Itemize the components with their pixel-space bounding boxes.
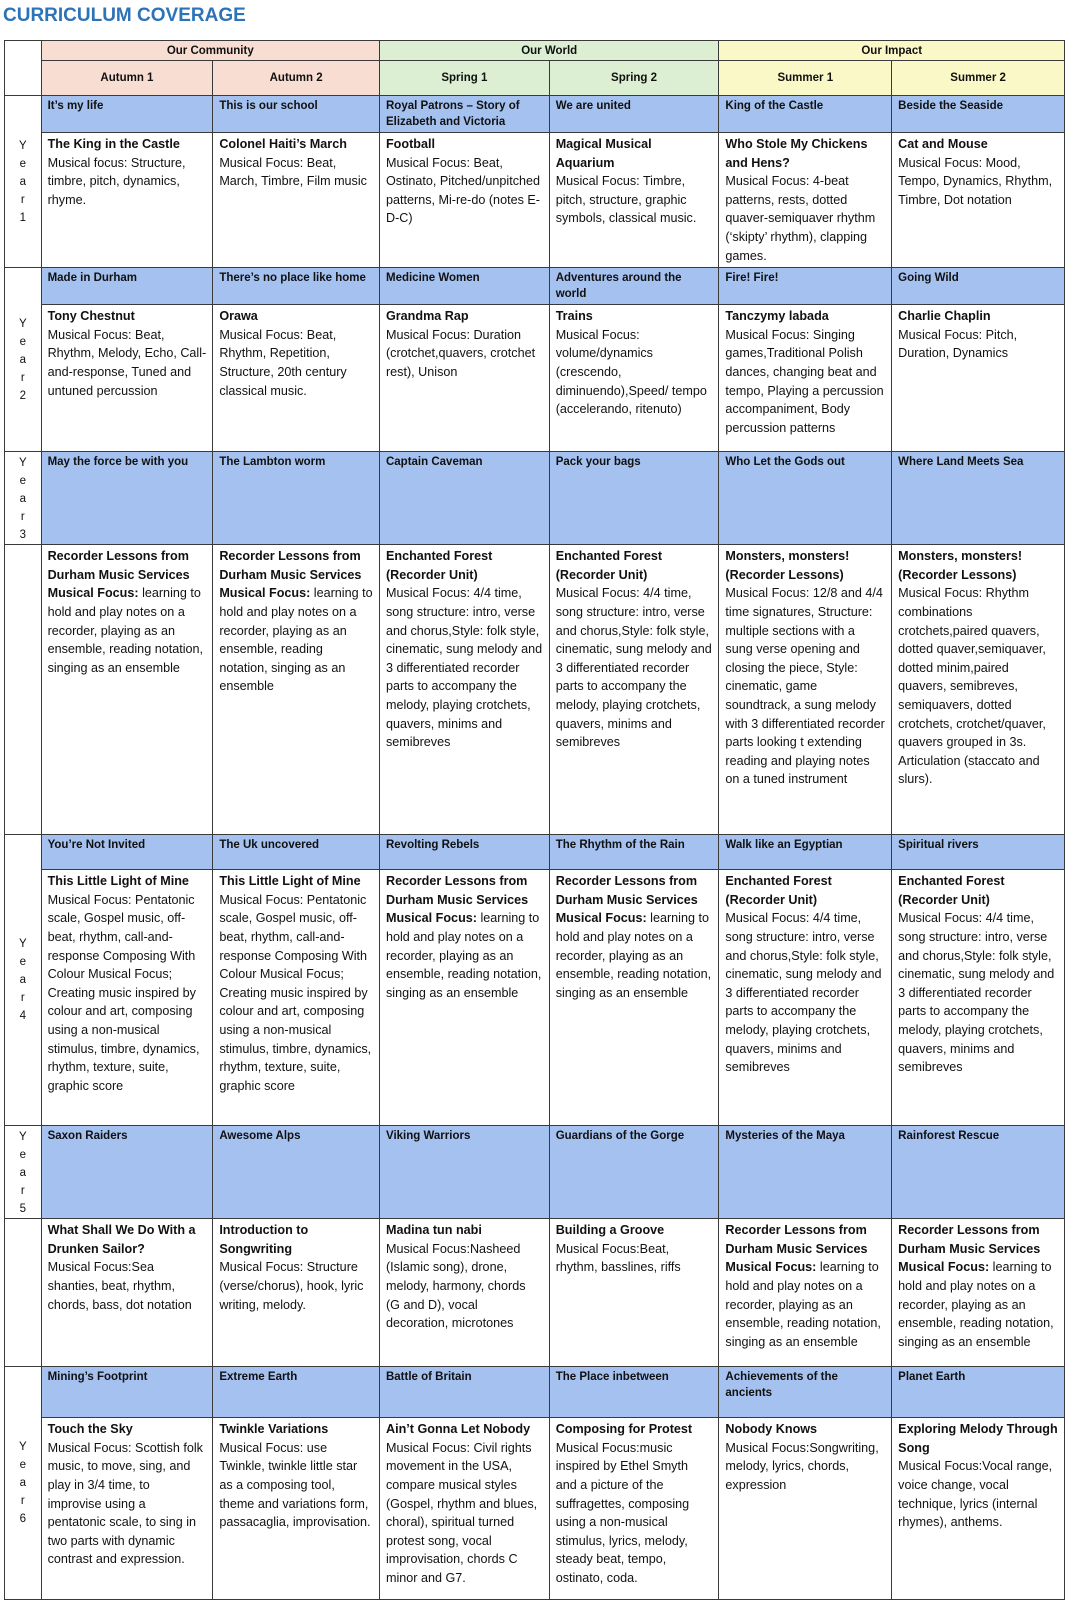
year-label: [5, 1126, 42, 1219]
unit-cell: [549, 305, 719, 452]
unit-focus: [219, 1439, 373, 1532]
unit-focus-text: learning to hold and play notes on a recorder, playing as an ensemble, reading notation, singing as an ensemble: [47, 586, 204, 675]
year-label-spacer: [5, 1219, 42, 1367]
unit-focus-text: Musical Focus: Structure (verse/chorus), hook, lyric writing, melody.: [219, 1260, 364, 1312]
unit-focus: [48, 891, 207, 1096]
unit-focus-text: Musical Focus: Beat, Rhythm, Melody, Echo, Call-and-response, Tuned and untuned percussion: [47, 327, 207, 398]
term-header-spring-2: Spring 2: [549, 61, 719, 96]
topic-row: [5, 1126, 1065, 1219]
unit-focus-text: Musical focus: Structure, timbre, pitch, dynamics, rhyme.: [47, 155, 186, 207]
unit-title: Enchanted Forest (Recorder Unit): [555, 549, 663, 582]
unit-focus: [898, 584, 1058, 789]
unit-cell: [549, 133, 719, 268]
unit-focus-text: Musical Focus:Beat, rhythm, basslines, riffs: [555, 1241, 681, 1275]
unit-cell: [719, 870, 892, 1126]
header-corner: [5, 41, 42, 96]
unit-focus-lead: Musical Focus:: [898, 1260, 990, 1275]
topic-cell: We are united: [549, 96, 719, 133]
unit-focus: [556, 172, 713, 228]
year-label: [5, 835, 42, 1126]
unit-focus: [725, 1258, 885, 1351]
unit-title: This Little Light of Mine: [219, 874, 361, 889]
topic-cell: Where Land Meets Sea: [892, 452, 1065, 545]
topic-row: [5, 268, 1065, 305]
term-header-autumn-1: Autumn 1: [41, 61, 213, 96]
unit-focus: [48, 1258, 207, 1314]
unit-focus: [219, 154, 373, 191]
topic-cell: Achievements of the ancients: [719, 1367, 892, 1418]
unit-row: [5, 870, 1065, 1126]
unit-row: [5, 305, 1065, 452]
unit-cell: [379, 870, 549, 1126]
unit-focus-text: Musical Focus:music inspired by Ethel Smyth and a picture of the suffragettes, composing using a non-musical stimulus, lyrics, melody, steady beat, tempo, ostinato, coda.: [555, 1440, 690, 1585]
unit-focus: [898, 909, 1058, 1076]
topic-cell: Walk like an Egyptian: [719, 835, 892, 870]
topic-cell: The Place inbetween: [549, 1367, 719, 1418]
topic-cell: Made in Durham: [41, 268, 213, 305]
unit-title: Enchanted Forest (Recorder Unit): [725, 874, 832, 907]
unit-focus-text: Musical Focus: Pitch, Duration, Dynamics: [898, 327, 1018, 361]
unit-focus: [48, 326, 207, 400]
unit-focus-text: Musical Focus: 4-beat patterns, rests, dotted quaver-semiquaver rhythm (‘skipty’ rhythm), clapping games.: [725, 174, 876, 263]
topic-cell: Mysteries of the Maya: [719, 1126, 892, 1219]
unit-title: Charlie Chaplin: [898, 309, 991, 324]
unit-focus-lead: Musical Focus:: [385, 911, 477, 926]
unit-focus: [898, 326, 1058, 363]
unit-title: Recorder Lessons from Durham Music Services: [385, 874, 529, 907]
unit-focus-text: Musical Focus:Vocal range, voice change, vocal technique, lyrics (internal rhymes), anthems.: [898, 1459, 1053, 1530]
term-header-autumn-2: Autumn 2: [213, 61, 380, 96]
curriculum-table: [4, 40, 1065, 1600]
year-label-text: Y e a r 1: [18, 139, 27, 224]
unit-cell: [41, 545, 213, 835]
unit-cell: [41, 870, 213, 1126]
topic-cell: The Lambton worm: [213, 452, 380, 545]
term-header-spring-1: Spring 1: [379, 61, 549, 96]
topic-row: [5, 96, 1065, 133]
unit-cell: [549, 870, 719, 1126]
unit-focus: [556, 326, 713, 419]
unit-cell: [892, 1219, 1065, 1367]
unit-focus-text: Musical Focus: Duration (crotchet,quavers, crotchet rest), Unison: [385, 327, 536, 379]
unit-title: Monsters, monsters! (Recorder Lessons): [898, 549, 1023, 582]
topic-cell: It’s my life: [41, 96, 213, 133]
unit-focus: [725, 909, 885, 1076]
unit-focus-text: Musical Focus: Beat, Ostinato, Pitched/unpitched patterns, Mi-re-do (notes E-D-C): [385, 155, 541, 226]
unit-focus: [556, 1439, 713, 1588]
unit-focus-text: Musical Focus: 4/4 time, song structure: intro, verse and chorus,Style: folk style, cinematic, sung melody and 3 differentiated recorder parts to accompany the melody, playing crotchets, quavers, minims and semibreves: [898, 911, 1055, 1075]
unit-focus: [898, 1258, 1058, 1351]
unit-focus: [48, 154, 207, 210]
unit-focus-text: Musical Focus:Sea shanties, beat, rhythm, chords, bass, dot notation: [47, 1260, 192, 1312]
unit-cell: [41, 1219, 213, 1367]
year-label: [5, 96, 42, 268]
unit-focus: [219, 1258, 373, 1314]
unit-focus: [48, 584, 207, 677]
unit-title: Introduction to Songwriting: [219, 1223, 309, 1256]
unit-focus: [386, 909, 543, 1002]
unit-cell: [719, 305, 892, 452]
unit-title: Who Stole My Chickens and Hens?: [725, 137, 868, 170]
unit-focus-lead: Musical Focus:: [219, 586, 311, 601]
term-header-summer-1: Summer 1: [719, 61, 892, 96]
topic-cell: Battle of Britain: [379, 1367, 549, 1418]
group-header-our-community: Our Community: [41, 41, 379, 61]
topic-cell: You’re Not Invited: [41, 835, 213, 870]
unit-cell: [41, 1418, 213, 1600]
unit-cell: [213, 133, 380, 268]
unit-cell: [213, 305, 380, 452]
unit-focus-text: Musical Focus:Nasheed (Islamic song), drone, melody, harmony, chords (G and D), vocal decoration, microtones: [385, 1241, 526, 1331]
unit-title: Touch the Sky: [47, 1422, 133, 1437]
unit-title: Recorder Lessons from Durham Music Services: [219, 549, 362, 582]
unit-title: Monsters, monsters! (Recorder Lessons): [725, 549, 850, 582]
unit-title: Ain’t Gonna Let Nobody: [385, 1422, 531, 1437]
unit-title: Exploring Melody Through Song: [898, 1422, 1058, 1455]
unit-focus-text: Musical Focus: Timbre, pitch, structure, graphic symbols, classical music.: [555, 174, 697, 226]
year-label-text: Y e a r 2: [18, 317, 27, 402]
unit-focus-text: Musical Focus: Pentatonic scale, Gospel music, off-beat, rhythm, call-and-response Composing With Colour Musical Focus; Creating music inspired by colour and art, composing using a non-musical stimulus, timbre, dynamics, rhythm, texture, suite, graphic score: [219, 892, 372, 1093]
unit-focus: [219, 326, 373, 400]
unit-cell: [213, 1219, 380, 1367]
unit-focus-text: Musical Focus: 4/4 time, song structure: intro, verse and chorus,Style: folk style, cinematic, sung melody and 3 differentiated recorder parts to accompany the melody, playing crotchets, quavers, minims and semibreves: [555, 586, 712, 750]
unit-cell: [213, 1418, 380, 1600]
unit-cell: [549, 1418, 719, 1600]
unit-cell: [719, 1219, 892, 1367]
unit-focus: [386, 1439, 543, 1588]
topic-row: [5, 1367, 1065, 1418]
unit-focus: [219, 891, 373, 1096]
topic-cell: Planet Earth: [892, 1367, 1065, 1418]
unit-cell: [892, 133, 1065, 268]
unit-focus: [386, 326, 543, 382]
year-label-text: Y e a r 5: [18, 1131, 27, 1216]
year-label-text: Y e a r 3: [18, 457, 27, 542]
topic-cell: Awesome Alps: [213, 1126, 380, 1219]
unit-row: [5, 133, 1065, 268]
topic-cell: Medicine Women: [379, 268, 549, 305]
unit-focus-text: Musical Focus: Civil rights movement in the USA, compare musical styles (Gospel, rhythm and blues, choral), spiritual turned protest song, vocal improvisation, chords C minor and G7.: [385, 1440, 538, 1585]
unit-focus: [556, 909, 713, 1002]
unit-focus-text: Musical Focus: use Twinkle, twinkle little star as a composing tool, theme and variations form, passacaglia, improvisation.: [219, 1440, 371, 1530]
unit-cell: [379, 133, 549, 268]
unit-focus-text: Musical Focus: Pentatonic scale, Gospel music, off-beat, rhythm, call-and-response Composing With Colour Musical Focus; Creating music inspired by colour and art, composing using a non-musical stimulus, timbre, dynamics, rhythm, texture, suite, graphic score: [47, 892, 200, 1093]
topic-cell: Spiritual rivers: [892, 835, 1065, 870]
unit-cell: [719, 1418, 892, 1600]
unit-focus: [556, 1240, 713, 1277]
topic-cell: Who Let the Gods out: [719, 452, 892, 545]
unit-title: Tanczymy labada: [725, 309, 829, 324]
unit-focus-text: Musical Focus: Singing games,Traditional Polish dances, changing beat and tempo, Playing a percussion accompaniment, Body percussion patterns: [725, 327, 884, 435]
unit-title: Recorder Lessons from Durham Music Services: [725, 1223, 868, 1256]
topic-cell: Royal Patrons – Story of Elizabeth and Victoria: [379, 96, 549, 133]
topic-cell: Fire! Fire!: [719, 268, 892, 305]
unit-focus: [725, 1439, 885, 1495]
topic-cell: Going Wild: [892, 268, 1065, 305]
unit-cell: [549, 545, 719, 835]
unit-cell: [719, 133, 892, 268]
unit-title: Enchanted Forest (Recorder Unit): [898, 874, 1005, 907]
unit-title: Tony Chestnut: [47, 309, 135, 324]
group-header-our-impact: Our Impact: [719, 41, 1065, 61]
unit-focus: [386, 154, 543, 228]
topic-cell: Saxon Raiders: [41, 1126, 213, 1219]
unit-focus: [898, 154, 1058, 210]
unit-focus-text: Musical Focus: 12/8 and 4/4 time signatures, Structure: multiple sections with a sung verse opening and closing the piece, Style: cinematic, game soundtrack, a sung melody with 3 differentiated recorder parts looking t extending reading and playing notes on a tuned instrument: [725, 586, 885, 787]
unit-cell: [379, 305, 549, 452]
group-header-our-world: Our World: [379, 41, 718, 61]
unit-title: Composing for Protest: [555, 1422, 693, 1437]
unit-focus-text: learning to hold and play notes on a recorder, playing as an ensemble, reading notation, singing as an ensemble: [555, 911, 712, 1000]
unit-title: Enchanted Forest (Recorder Unit): [385, 549, 493, 582]
unit-cell: [892, 545, 1065, 835]
unit-title: Football: [385, 137, 435, 151]
year-label: [5, 452, 42, 545]
topic-cell: Rainforest Rescue: [892, 1126, 1065, 1219]
unit-focus-text: learning to hold and play notes on a recorder, playing as an ensemble, reading notation, singing as an ensemble: [725, 1260, 881, 1349]
unit-cell: [41, 133, 213, 268]
unit-focus: [219, 584, 373, 696]
unit-focus-text: Musical Focus: 4/4 time, song structure: intro, verse and chorus,Style: folk style, cinematic, sung melody and 3 differentiated recorder parts to accompany the melody, playing crotchets, quavers, minims and semibreves: [725, 911, 882, 1075]
unit-title: Recorder Lessons from Durham Music Services: [555, 874, 698, 907]
unit-title: What Shall We Do With a Drunken Sailor?: [47, 1223, 196, 1256]
unit-cell: [379, 545, 549, 835]
unit-focus: [386, 1240, 543, 1333]
unit-title: Cat and Mouse: [898, 137, 988, 151]
unit-focus: [386, 584, 543, 751]
topic-cell: Captain Caveman: [379, 452, 549, 545]
unit-cell: [892, 305, 1065, 452]
topic-cell: May the force be with you: [41, 452, 213, 545]
topic-cell: Extreme Earth: [213, 1367, 380, 1418]
unit-title: Orawa: [219, 309, 258, 324]
unit-focus: [898, 1457, 1058, 1531]
topic-cell: This is our school: [213, 96, 380, 133]
year-label-spacer: [5, 545, 42, 835]
page-title: CURRICULUM COVERAGE: [3, 5, 246, 26]
unit-focus-text: Musical Focus: Mood, Tempo, Dynamics, Rhythm, Timbre, Dot notation: [898, 155, 1053, 207]
unit-focus-text: Musical Focus: Beat, March, Timbre, Film music: [219, 155, 367, 189]
unit-focus-lead: Musical Focus:: [725, 1260, 817, 1275]
unit-focus-text: Musical Focus: Scottish folk music, to move, sing, and play in 3/4 time, to improvise using a pentatonic scale, to sing in two parts with dynamic contrast and expression.: [47, 1440, 203, 1567]
topic-cell: The Rhythm of the Rain: [549, 835, 719, 870]
topic-cell: Beside the Seaside: [892, 96, 1065, 133]
unit-title: Building a Groove: [555, 1223, 665, 1238]
unit-focus: [556, 584, 713, 751]
topic-cell: Adventures around the world: [549, 268, 719, 305]
unit-title: The King in the Castle: [47, 137, 180, 151]
topic-cell: There’s no place like home: [213, 268, 380, 305]
unit-title: Twinkle Variations: [219, 1422, 329, 1437]
unit-focus: [725, 326, 885, 438]
unit-focus-text: Musical Focus: volume/dynamics (crescendo, diminuendo),Speed/ tempo (accelerando, ritenuto): [555, 327, 707, 417]
topic-cell: Revolting Rebels: [379, 835, 549, 870]
unit-focus-lead: Musical Focus:: [47, 586, 139, 601]
topic-cell: Viking Warriors: [379, 1126, 549, 1219]
unit-cell: [213, 545, 380, 835]
topic-cell: Guardians of the Gorge: [549, 1126, 719, 1219]
unit-focus-text: learning to hold and play notes on a recorder, playing as an ensemble, reading notation, singing as an ensemble: [385, 911, 542, 1000]
unit-focus: [725, 584, 885, 789]
topic-row: [5, 452, 1065, 545]
topic-cell: King of the Castle: [719, 96, 892, 133]
unit-focus-text: Musical Focus: Beat, Rhythm, Repetition, Structure, 20th century classical music.: [219, 327, 347, 398]
unit-cell: [379, 1418, 549, 1600]
unit-cell: [549, 1219, 719, 1367]
year-label-text: Y e a r 6: [18, 1441, 27, 1526]
unit-cell: [213, 870, 380, 1126]
year-label-text: Y e a r 4: [18, 938, 27, 1023]
unit-focus-text: Musical Focus: 4/4 time, song structure: intro, verse and chorus,Style: folk style, cinematic, sung melody and 3 differentiated recorder parts to accompany the melody, playing crotchets, quavers, minims and semibreves: [385, 586, 543, 750]
topic-cell: Pack your bags: [549, 452, 719, 545]
unit-title: Trains: [555, 309, 593, 324]
topic-cell: Mining’s Footprint: [41, 1367, 213, 1418]
unit-title: Nobody Knows: [725, 1422, 818, 1437]
unit-cell: [719, 545, 892, 835]
topic-cell: The Uk uncovered: [213, 835, 380, 870]
unit-focus-lead: Musical Focus:: [555, 911, 647, 926]
unit-cell: [892, 870, 1065, 1126]
year-label: [5, 1367, 42, 1600]
unit-title: Recorder Lessons from Durham Music Services: [898, 1223, 1041, 1256]
topic-row: [5, 835, 1065, 870]
term-header-summer-2: Summer 2: [892, 61, 1065, 96]
unit-cell: [41, 305, 213, 452]
unit-title: Magical Musical Aquarium: [555, 137, 652, 170]
unit-focus: [48, 1439, 207, 1569]
unit-row: [5, 1418, 1065, 1600]
unit-title: This Little Light of Mine: [47, 874, 189, 889]
unit-title: Colonel Haiti’s March: [219, 137, 347, 151]
unit-row: [5, 545, 1065, 835]
year-label: [5, 268, 42, 452]
unit-title: Recorder Lessons from Durham Music Services: [47, 549, 190, 582]
unit-cell: [379, 1219, 549, 1367]
unit-focus-text: learning to hold and play notes on a recorder, playing as an ensemble, reading notation, singing as an ensemble: [898, 1260, 1054, 1349]
unit-focus-text: learning to hold and play notes on a recorder, playing as an ensemble, reading notation, singing as an ensemble: [219, 586, 373, 694]
unit-focus-text: Musical Focus: Rhythm combinations crotchets,paired quavers, dotted quaver,semiquaver, dotted minim,paired quavers, semibreves, semiquavers, dotted crotchets, crotchet/quaver, quavers grouped in 3s. Articulation (staccato and slurs).: [898, 586, 1046, 787]
unit-title: Madina tun nabi: [385, 1223, 482, 1238]
unit-title: Grandma Rap: [385, 309, 469, 324]
unit-row: [5, 1219, 1065, 1367]
unit-focus: [725, 172, 885, 265]
unit-focus-text: Musical Focus:Songwriting, melody, lyrics, chords, expression: [725, 1440, 879, 1492]
unit-cell: [892, 1418, 1065, 1600]
